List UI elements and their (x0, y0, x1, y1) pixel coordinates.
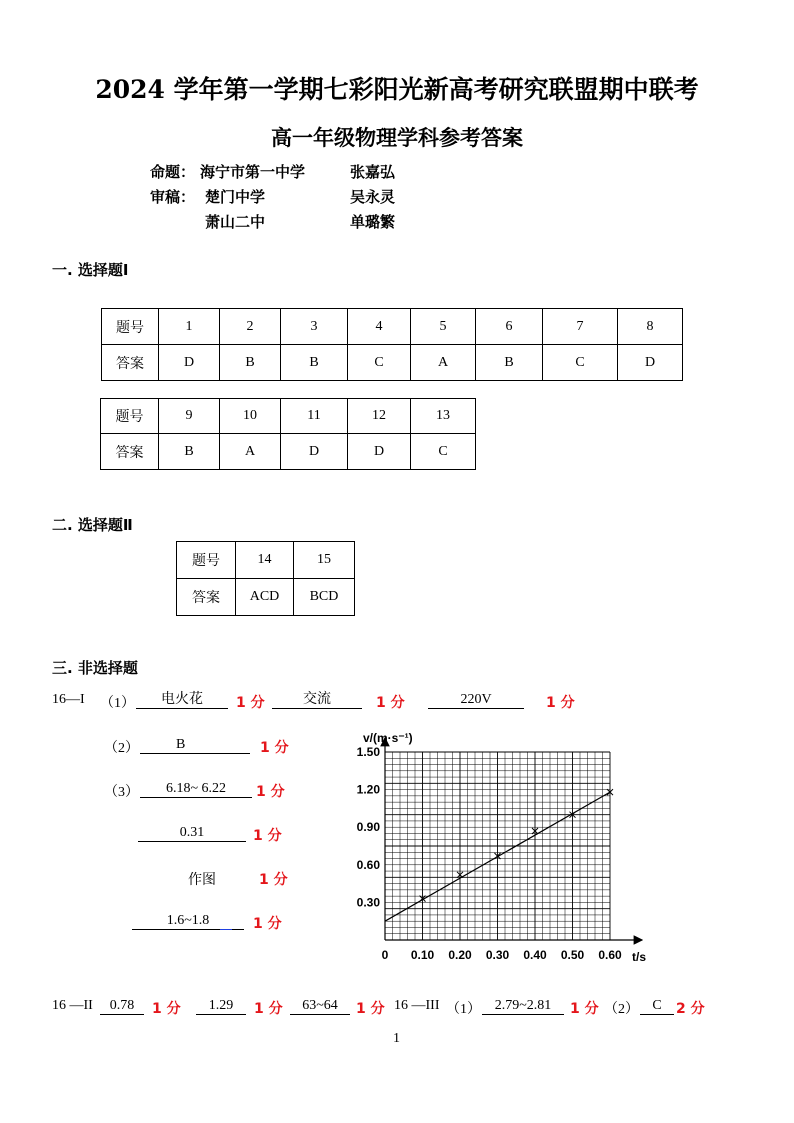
q16-1-part2-number: （2） (104, 741, 139, 756)
answer-row (102, 345, 683, 381)
answer-row (101, 434, 476, 470)
q16-1-part2-answer-text: B (176, 737, 186, 752)
score: 2 分 (676, 1001, 705, 1017)
q16-1-part3-number: （3） (104, 785, 139, 800)
q16-3-part1-number: （1） (446, 1002, 481, 1017)
q16-1-label: 16—I (52, 692, 85, 707)
answer-cell: A (220, 434, 281, 470)
q16-1-part3-answer: 6.18~ 6.22 (140, 781, 252, 798)
row-label: 答案 (177, 579, 236, 616)
row-label: 题号 (101, 399, 159, 434)
q16-2-answer: 0.78 (100, 998, 144, 1015)
q16-1-draw-label: 作图 (188, 873, 216, 888)
question-number: 12 (348, 399, 411, 434)
q16-3-part2-answer: C (640, 998, 674, 1015)
answer-cell: C (543, 345, 618, 381)
x-tick-label: 0.30 (485, 948, 510, 962)
answer-cell: D (281, 434, 348, 470)
score: 1 分 (260, 740, 289, 756)
proposition-label: 命题： (150, 163, 196, 181)
question-number: 14 (236, 542, 294, 579)
answer-cell: A (411, 345, 476, 381)
question-number: 6 (476, 309, 543, 345)
answer-cell: B (476, 345, 543, 381)
score: 1 分 (253, 916, 282, 932)
underline-mark (220, 929, 232, 930)
score: 1 分 (356, 1001, 385, 1017)
y-tick-label: 0.30 (356, 895, 380, 910)
page-number: 1 (393, 1031, 400, 1046)
question-number: 11 (281, 399, 348, 434)
graph-axes (385, 738, 642, 940)
question-number: 9 (159, 399, 220, 434)
y-axis-label: v/(m·s⁻¹) (363, 731, 413, 745)
reviewer-name: 单璐繁 (350, 213, 396, 231)
graph-grid (385, 752, 610, 940)
x-tick-label: 0.10 (410, 948, 435, 962)
question-row (102, 309, 683, 345)
velocity-time-graph (345, 730, 655, 970)
q16-1-part1-number: （1） (100, 696, 135, 711)
reviewer-school: 楚门中学 (205, 188, 266, 206)
answer-row (177, 579, 355, 616)
answer-cell: BCD (294, 579, 355, 616)
answer-table-3 (176, 541, 355, 616)
answer-cell: B (220, 345, 281, 381)
proposition-name: 张嘉弘 (350, 163, 396, 181)
answer-cell: D (618, 345, 683, 381)
question-number: 4 (348, 309, 411, 345)
y-tick-label: 0.90 (356, 820, 380, 835)
answer-cell: C (348, 345, 411, 381)
q16-1-answer: 电火花 (136, 692, 228, 709)
score: 1 分 (570, 1001, 599, 1017)
score: 1 分 (152, 1001, 181, 1017)
row-label: 答案 (102, 345, 159, 381)
section2-heading: 二. 选择题Ⅱ (52, 516, 133, 534)
document-subtitle: 高一年级物理学科参考答案 (271, 125, 523, 150)
reviewer-name: 吴永灵 (350, 188, 396, 206)
reviewer-school: 萧山二中 (205, 213, 266, 231)
q16-2-label: 16 —II (52, 998, 93, 1013)
score: 1 分 (376, 695, 405, 711)
row-label: 题号 (177, 542, 236, 579)
question-number: 10 (220, 399, 281, 434)
question-number: 7 (543, 309, 618, 345)
proposition-school: 海宁市第一中学 (200, 163, 306, 181)
document-title: 2024 学年第一学期七彩阳光新高考研究联盟期中联考 (95, 75, 699, 104)
answer-table-2 (100, 398, 476, 470)
row-label: 题号 (102, 309, 159, 345)
y-tick-label: 1.50 (356, 745, 380, 759)
score: 1 分 (254, 1001, 283, 1017)
question-number: 8 (618, 309, 683, 345)
question-number: 1 (159, 309, 220, 345)
x-tick-label: 0.20 (448, 948, 472, 962)
x-tick-label: 0.60 (598, 948, 622, 962)
y-tick-label: 0.60 (356, 857, 380, 872)
graph-tick-labels (357, 745, 622, 962)
q16-2-answer: 63~64 (290, 998, 350, 1015)
answer-table-1 (101, 308, 683, 381)
score: 1 分 (256, 784, 285, 800)
q16-1-answer: 交流 (272, 692, 362, 709)
review-label: 审稿： (150, 188, 196, 206)
answer-cell: D (348, 434, 411, 470)
q16-3-part2-number: （2） (604, 1002, 639, 1017)
answer-cell: C (411, 434, 476, 470)
question-row (101, 399, 476, 434)
x-axis-label: t/s (632, 950, 647, 964)
question-number: 3 (281, 309, 348, 345)
section1-heading: 一. 选择题Ⅰ (52, 261, 129, 279)
x-tick-label: 0.50 (560, 948, 585, 962)
graph-series (385, 789, 613, 921)
answer-cell: B (281, 345, 348, 381)
q16-2-answer: 1.29 (196, 998, 246, 1015)
x-tick-label: 0 (381, 948, 389, 962)
score: 1 分 (546, 695, 575, 711)
answer-cell: ACD (236, 579, 294, 616)
answer-cell: B (159, 434, 220, 470)
question-row (177, 542, 355, 579)
y-tick-label: 1.20 (356, 782, 380, 797)
q16-1-part3-answer3: 1.6~1.8 (132, 913, 244, 930)
q16-3-label: 16 —III (394, 998, 440, 1013)
question-number: 2 (220, 309, 281, 345)
q16-1-part3-answer2: 0.31 (138, 825, 246, 842)
section3-heading: 三. 非选择题 (52, 659, 138, 677)
question-number: 13 (411, 399, 476, 434)
score: 1 分 (259, 872, 288, 888)
score: 1 分 (253, 828, 282, 844)
q16-1-part2-answer (140, 737, 250, 754)
row-label: 答案 (101, 434, 159, 470)
score: 1 分 (236, 695, 265, 711)
question-number: 5 (411, 309, 476, 345)
q16-1-answer: 220V (428, 692, 524, 709)
q16-3-part1-answer: 2.79~2.81 (482, 998, 564, 1015)
x-tick-label: 0.40 (523, 948, 547, 962)
answer-cell: D (159, 345, 220, 381)
question-number: 15 (294, 542, 355, 579)
